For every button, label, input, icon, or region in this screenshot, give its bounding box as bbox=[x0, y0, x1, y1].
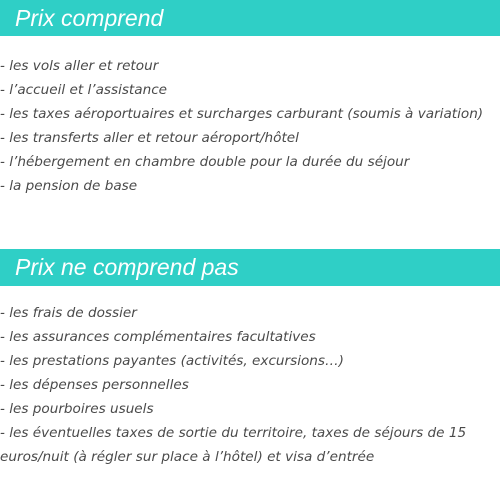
list-item: - les éventuelles taxes de sortie du territoire, taxes de séjours de 15 euros/nuit (à régler sur place à l’hôtel) et visa d’entrée bbox=[0, 425, 467, 465]
price-includes-section bbox=[0, 0, 500, 198]
list-item: - les prestations payantes (activités, excursions…) bbox=[0, 353, 344, 369]
price-includes-list bbox=[0, 54, 500, 198]
list-item: - l’accueil et l’assistance bbox=[0, 82, 168, 98]
price-excludes-list bbox=[0, 301, 500, 469]
list-item: - les pourboires usuels bbox=[0, 401, 154, 417]
list-item: - les frais de dossier bbox=[0, 305, 137, 321]
list-item: - les vols aller et retour bbox=[0, 58, 159, 74]
list-item: - les transferts aller et retour aéroport/hôtel bbox=[0, 130, 299, 146]
price-includes-heading: Prix comprend bbox=[0, 0, 500, 36]
list-item: - les assurances complémentaires facultatives bbox=[0, 329, 316, 345]
list-item: - la pension de base bbox=[0, 178, 138, 194]
list-item: - les taxes aéroportuaires et surcharges carburant (soumis à variation) bbox=[0, 106, 484, 122]
price-excludes-heading: Prix ne comprend pas bbox=[0, 249, 500, 286]
list-item: - les dépenses personnelles bbox=[0, 377, 189, 393]
price-excludes-section bbox=[0, 249, 500, 469]
list-item: - l’hébergement en chambre double pour la durée du séjour bbox=[0, 154, 410, 170]
